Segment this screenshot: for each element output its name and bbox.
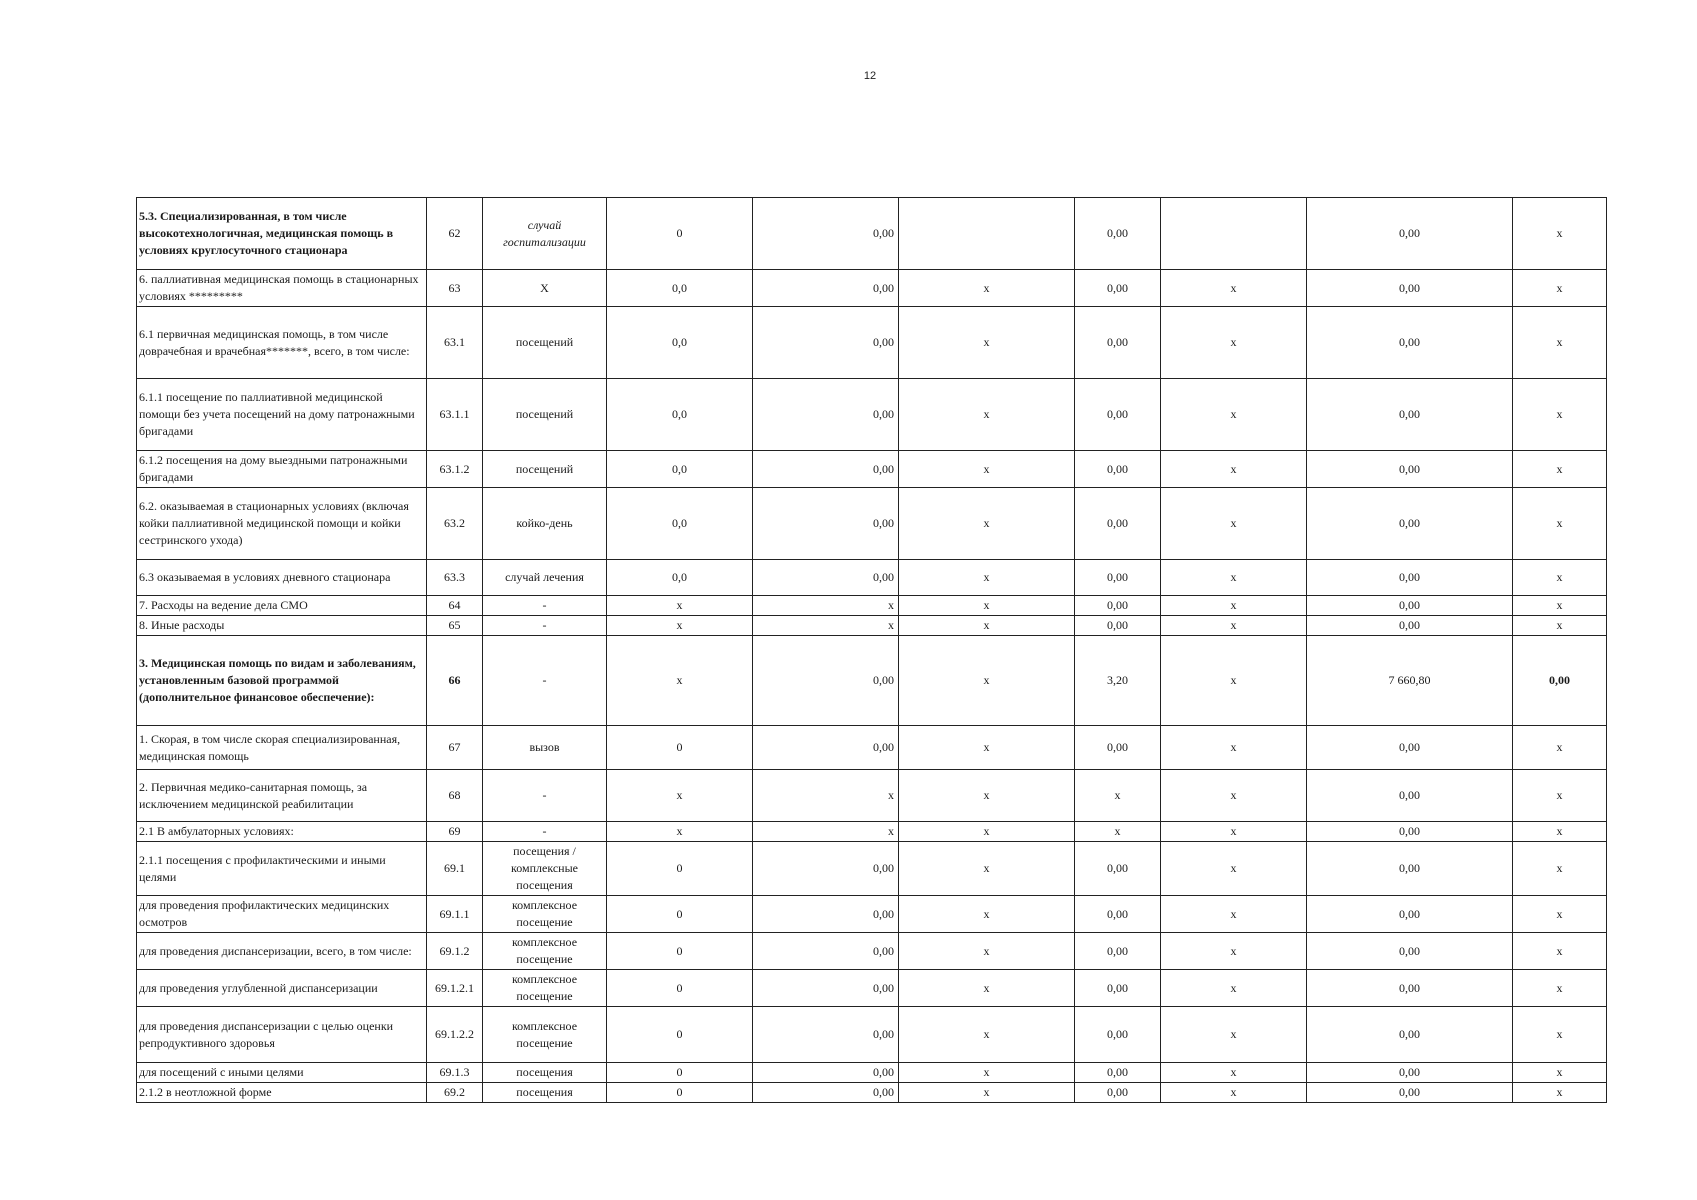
col-5-value: 0,00 bbox=[753, 1063, 899, 1083]
col-5-value: 0,00 bbox=[753, 451, 899, 488]
col-10-value: x bbox=[1513, 616, 1607, 636]
col-6-value: x bbox=[899, 1083, 1075, 1103]
col-9-value: 0,00 bbox=[1307, 770, 1513, 822]
col-9-value: 0,00 bbox=[1307, 560, 1513, 596]
row-unit: - bbox=[483, 822, 607, 842]
col-5-value: 0,00 bbox=[753, 933, 899, 970]
col-9-value: 0,00 bbox=[1307, 379, 1513, 451]
row-name: 6.1.2 посещения на дому выездными патронажными бригадами bbox=[137, 451, 427, 488]
table-row bbox=[137, 198, 1607, 270]
row-code: 63.2 bbox=[427, 488, 483, 560]
col-8-value: x bbox=[1161, 451, 1307, 488]
col-7-value: 3,20 bbox=[1075, 636, 1161, 726]
table-row bbox=[137, 896, 1607, 933]
row-name: 5.3. Специализированная, в том числе высокотехнологичная, медицинская помощь в условиях круглосуточного стационара bbox=[137, 198, 427, 270]
col-8-value: x bbox=[1161, 379, 1307, 451]
col-6-value: x bbox=[899, 451, 1075, 488]
row-name: для проведения диспансеризации, всего, в том числе: bbox=[137, 933, 427, 970]
row-name: 6.1 первичная медицинская помощь, в том числе доврачебная и врачебная*******, всего, в том числе: bbox=[137, 307, 427, 379]
page-number: 12 bbox=[863, 70, 877, 82]
row-unit: комплексное посещение bbox=[483, 933, 607, 970]
col-10-value: x bbox=[1513, 1063, 1607, 1083]
col-9-value: 0,00 bbox=[1307, 842, 1513, 896]
col-9-value: 0,00 bbox=[1307, 970, 1513, 1007]
col-5-value: 0,00 bbox=[753, 1007, 899, 1063]
col-4-value: 0 bbox=[607, 1063, 753, 1083]
col-8-value: x bbox=[1161, 1063, 1307, 1083]
row-unit: комплексное посещение bbox=[483, 896, 607, 933]
col-7-value: 0,00 bbox=[1075, 970, 1161, 1007]
row-unit: посещения bbox=[483, 1083, 607, 1103]
table-row bbox=[137, 307, 1607, 379]
row-unit: посещения bbox=[483, 1063, 607, 1083]
col-6-value: x bbox=[899, 560, 1075, 596]
col-10-value: x bbox=[1513, 822, 1607, 842]
col-9-value: 0,00 bbox=[1307, 307, 1513, 379]
col-6-value: x bbox=[899, 1063, 1075, 1083]
row-code: 64 bbox=[427, 596, 483, 616]
col-4-value: x bbox=[607, 770, 753, 822]
col-9-value: 0,00 bbox=[1307, 616, 1513, 636]
col-8-value: x bbox=[1161, 307, 1307, 379]
col-4-value: 0,0 bbox=[607, 307, 753, 379]
col-9-value: 0,00 bbox=[1307, 896, 1513, 933]
col-10-value: x bbox=[1513, 770, 1607, 822]
row-unit: случай госпитализации bbox=[483, 198, 607, 270]
table-row bbox=[137, 379, 1607, 451]
row-unit: - bbox=[483, 616, 607, 636]
col-4-value: x bbox=[607, 822, 753, 842]
row-name: 6.3 оказываемая в условиях дневного стационара bbox=[137, 560, 427, 596]
row-code: 69.1.3 bbox=[427, 1063, 483, 1083]
col-7-value: 0,00 bbox=[1075, 379, 1161, 451]
table-row bbox=[137, 488, 1607, 560]
col-7-value: x bbox=[1075, 822, 1161, 842]
col-10-value: x bbox=[1513, 1007, 1607, 1063]
col-5-value: 0,00 bbox=[753, 726, 899, 770]
table-row bbox=[137, 451, 1607, 488]
row-code: 63.3 bbox=[427, 560, 483, 596]
table-row bbox=[137, 1063, 1607, 1083]
row-code: 69.1.2 bbox=[427, 933, 483, 970]
col-10-value: x bbox=[1513, 307, 1607, 379]
col-8-value: x bbox=[1161, 270, 1307, 307]
col-4-value: x bbox=[607, 616, 753, 636]
col-9-value: 0,00 bbox=[1307, 822, 1513, 842]
col-8-value: x bbox=[1161, 1083, 1307, 1103]
col-5-value: 0,00 bbox=[753, 842, 899, 896]
row-code: 68 bbox=[427, 770, 483, 822]
col-9-value: 0,00 bbox=[1307, 270, 1513, 307]
col-6-value bbox=[899, 198, 1075, 270]
row-code: 65 bbox=[427, 616, 483, 636]
row-code: 66 bbox=[427, 636, 483, 726]
col-7-value: 0,00 bbox=[1075, 488, 1161, 560]
row-code: 69.1 bbox=[427, 842, 483, 896]
col-8-value: x bbox=[1161, 822, 1307, 842]
col-6-value: x bbox=[899, 770, 1075, 822]
col-4-value: 0 bbox=[607, 933, 753, 970]
row-code: 63.1 bbox=[427, 307, 483, 379]
col-7-value: 0,00 bbox=[1075, 726, 1161, 770]
col-8-value: x bbox=[1161, 1007, 1307, 1063]
col-5-value: 0,00 bbox=[753, 270, 899, 307]
row-unit: посещений bbox=[483, 307, 607, 379]
col-7-value: 0,00 bbox=[1075, 307, 1161, 379]
col-10-value: x bbox=[1513, 933, 1607, 970]
col-10-value: x bbox=[1513, 726, 1607, 770]
row-unit: комплексное посещение bbox=[483, 1007, 607, 1063]
row-name: 6.1.1 посещение по паллиативной медицинской помощи без учета посещений на дому патронажными бригадами bbox=[137, 379, 427, 451]
col-4-value: 0,0 bbox=[607, 379, 753, 451]
table-row bbox=[137, 842, 1607, 896]
col-4-value: 0 bbox=[607, 896, 753, 933]
row-unit: X bbox=[483, 270, 607, 307]
row-name: 8. Иные расходы bbox=[137, 616, 427, 636]
col-7-value: 0,00 bbox=[1075, 616, 1161, 636]
col-4-value: x bbox=[607, 636, 753, 726]
row-unit: посещений bbox=[483, 379, 607, 451]
col-9-value: 0,00 bbox=[1307, 488, 1513, 560]
row-code: 62 bbox=[427, 198, 483, 270]
col-10-value: x bbox=[1513, 198, 1607, 270]
col-6-value: x bbox=[899, 488, 1075, 560]
col-7-value: 0,00 bbox=[1075, 560, 1161, 596]
col-6-value: x bbox=[899, 822, 1075, 842]
row-unit: - bbox=[483, 596, 607, 616]
col-5-value: 0,00 bbox=[753, 1083, 899, 1103]
col-6-value: x bbox=[899, 270, 1075, 307]
col-7-value: 0,00 bbox=[1075, 896, 1161, 933]
col-9-value: 0,00 bbox=[1307, 596, 1513, 616]
col-7-value: 0,00 bbox=[1075, 451, 1161, 488]
col-9-value: 0,00 bbox=[1307, 198, 1513, 270]
col-5-value: 0,00 bbox=[753, 488, 899, 560]
col-5-value: x bbox=[753, 770, 899, 822]
row-name: 1. Скорая, в том числе скорая специализированная, медицинская помощь bbox=[137, 726, 427, 770]
col-9-value: 0,00 bbox=[1307, 726, 1513, 770]
col-8-value: x bbox=[1161, 933, 1307, 970]
row-unit: вызов bbox=[483, 726, 607, 770]
table-row bbox=[137, 596, 1607, 616]
col-8-value: x bbox=[1161, 596, 1307, 616]
col-4-value: 0 bbox=[607, 1083, 753, 1103]
col-6-value: x bbox=[899, 379, 1075, 451]
table-row bbox=[137, 1083, 1607, 1103]
col-6-value: x bbox=[899, 842, 1075, 896]
col-7-value: 0,00 bbox=[1075, 933, 1161, 970]
financing-table bbox=[136, 197, 1607, 1103]
col-10-value: x bbox=[1513, 596, 1607, 616]
row-code: 69 bbox=[427, 822, 483, 842]
row-unit: комплексное посещение bbox=[483, 970, 607, 1007]
col-4-value: x bbox=[607, 596, 753, 616]
col-8-value: x bbox=[1161, 636, 1307, 726]
row-unit: - bbox=[483, 770, 607, 822]
row-unit: койко-день bbox=[483, 488, 607, 560]
col-6-value: x bbox=[899, 933, 1075, 970]
col-7-value: x bbox=[1075, 770, 1161, 822]
table-row bbox=[137, 616, 1607, 636]
col-6-value: x bbox=[899, 596, 1075, 616]
col-5-value: 0,00 bbox=[753, 636, 899, 726]
col-4-value: 0,0 bbox=[607, 488, 753, 560]
row-code: 63 bbox=[427, 270, 483, 307]
col-10-value: x bbox=[1513, 488, 1607, 560]
col-8-value: x bbox=[1161, 970, 1307, 1007]
row-name: 2.1.1 посещения с профилактическими и иными целями bbox=[137, 842, 427, 896]
col-6-value: x bbox=[899, 726, 1075, 770]
col-8-value: x bbox=[1161, 560, 1307, 596]
col-9-value: 7 660,80 bbox=[1307, 636, 1513, 726]
col-4-value: 0 bbox=[607, 198, 753, 270]
table-row bbox=[137, 770, 1607, 822]
col-8-value: x bbox=[1161, 896, 1307, 933]
col-6-value: x bbox=[899, 307, 1075, 379]
row-code: 69.2 bbox=[427, 1083, 483, 1103]
row-code: 63.1.1 bbox=[427, 379, 483, 451]
col-7-value: 0,00 bbox=[1075, 1007, 1161, 1063]
col-4-value: 0,0 bbox=[607, 270, 753, 307]
col-5-value: 0,00 bbox=[753, 379, 899, 451]
col-10-value: x bbox=[1513, 970, 1607, 1007]
col-6-value: x bbox=[899, 616, 1075, 636]
col-10-value: x bbox=[1513, 1083, 1607, 1103]
col-9-value: 0,00 bbox=[1307, 451, 1513, 488]
table-body bbox=[137, 198, 1607, 1103]
row-name: 2.1.2 в неотложной форме bbox=[137, 1083, 427, 1103]
col-10-value: 0,00 bbox=[1513, 636, 1607, 726]
row-code: 69.1.2.2 bbox=[427, 1007, 483, 1063]
col-9-value: 0,00 bbox=[1307, 1083, 1513, 1103]
col-9-value: 0,00 bbox=[1307, 1007, 1513, 1063]
col-6-value: x bbox=[899, 970, 1075, 1007]
col-8-value: x bbox=[1161, 726, 1307, 770]
row-code: 67 bbox=[427, 726, 483, 770]
col-10-value: x bbox=[1513, 379, 1607, 451]
row-name: 3. Медицинская помощь по видам и заболеваниям, установленным базовой программой (дополнительное финансовое обеспечение): bbox=[137, 636, 427, 726]
col-10-value: x bbox=[1513, 560, 1607, 596]
table-row bbox=[137, 1007, 1607, 1063]
col-5-value: 0,00 bbox=[753, 307, 899, 379]
row-name: для проведения углубленной диспансеризации bbox=[137, 970, 427, 1007]
col-5-value: 0,00 bbox=[753, 198, 899, 270]
col-4-value: 0 bbox=[607, 726, 753, 770]
col-5-value: 0,00 bbox=[753, 896, 899, 933]
row-name: для проведения профилактических медицинских осмотров bbox=[137, 896, 427, 933]
table-row bbox=[137, 933, 1607, 970]
col-9-value: 0,00 bbox=[1307, 1063, 1513, 1083]
row-name: для посещений с иными целями bbox=[137, 1063, 427, 1083]
row-unit: - bbox=[483, 636, 607, 726]
col-5-value: 0,00 bbox=[753, 970, 899, 1007]
col-5-value: x bbox=[753, 596, 899, 616]
col-6-value: x bbox=[899, 896, 1075, 933]
col-5-value: 0,00 bbox=[753, 560, 899, 596]
col-10-value: x bbox=[1513, 842, 1607, 896]
col-8-value: x bbox=[1161, 770, 1307, 822]
table-row bbox=[137, 970, 1607, 1007]
col-5-value: x bbox=[753, 616, 899, 636]
col-7-value: 0,00 bbox=[1075, 198, 1161, 270]
col-7-value: 0,00 bbox=[1075, 596, 1161, 616]
col-6-value: x bbox=[899, 1007, 1075, 1063]
col-4-value: 0,0 bbox=[607, 560, 753, 596]
row-unit: посещений bbox=[483, 451, 607, 488]
row-code: 69.1.1 bbox=[427, 896, 483, 933]
row-code: 63.1.2 bbox=[427, 451, 483, 488]
row-unit: случай лечения bbox=[483, 560, 607, 596]
table-row bbox=[137, 270, 1607, 307]
col-7-value: 0,00 bbox=[1075, 842, 1161, 896]
row-code: 69.1.2.1 bbox=[427, 970, 483, 1007]
col-10-value: x bbox=[1513, 270, 1607, 307]
col-8-value: x bbox=[1161, 842, 1307, 896]
col-8-value: x bbox=[1161, 616, 1307, 636]
col-4-value: 0,0 bbox=[607, 451, 753, 488]
col-6-value: x bbox=[899, 636, 1075, 726]
col-4-value: 0 bbox=[607, 1007, 753, 1063]
row-name: 6.2. оказываемая в стационарных условиях (включая койки паллиативной медицинской помощи и койки сестринского ухода) bbox=[137, 488, 427, 560]
col-7-value: 0,00 bbox=[1075, 270, 1161, 307]
col-7-value: 0,00 bbox=[1075, 1083, 1161, 1103]
col-7-value: 0,00 bbox=[1075, 1063, 1161, 1083]
col-5-value: x bbox=[753, 822, 899, 842]
table-row bbox=[137, 560, 1607, 596]
col-10-value: x bbox=[1513, 896, 1607, 933]
row-name: для проведения диспансеризации с целью оценки репродуктивного здоровья bbox=[137, 1007, 427, 1063]
row-name: 6. паллиативная медицинская помощь в стационарных условиях ********* bbox=[137, 270, 427, 307]
row-name: 2. Первичная медико-санитарная помощь, за исключением медицинской реабилитации bbox=[137, 770, 427, 822]
row-name: 7. Расходы на ведение дела СМО bbox=[137, 596, 427, 616]
table-row bbox=[137, 822, 1607, 842]
table-row bbox=[137, 726, 1607, 770]
col-10-value: x bbox=[1513, 451, 1607, 488]
row-name: 2.1 В амбулаторных условиях: bbox=[137, 822, 427, 842]
col-8-value: x bbox=[1161, 488, 1307, 560]
col-8-value bbox=[1161, 198, 1307, 270]
table-row bbox=[137, 636, 1607, 726]
col-4-value: 0 bbox=[607, 842, 753, 896]
row-unit: посещения / комплексные посещения bbox=[483, 842, 607, 896]
col-9-value: 0,00 bbox=[1307, 933, 1513, 970]
col-4-value: 0 bbox=[607, 970, 753, 1007]
